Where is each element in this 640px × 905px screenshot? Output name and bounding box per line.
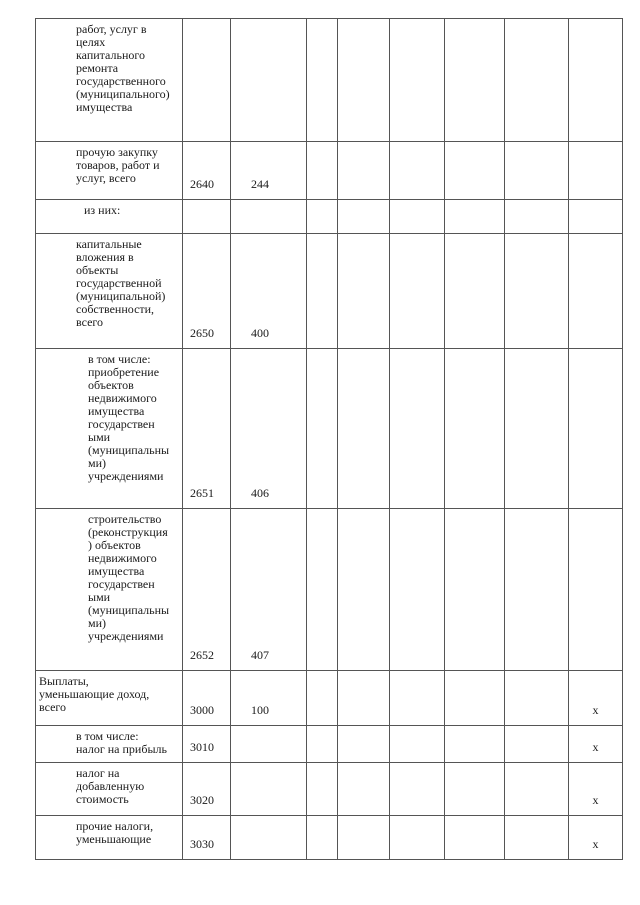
row-name-cell [36, 726, 183, 763]
empty-value-cell [390, 763, 445, 816]
row-kosgu: 244 [251, 177, 269, 191]
row-code-cell [183, 816, 231, 860]
row-x-mark [569, 191, 622, 199]
row-kosgu: 100 [251, 703, 269, 717]
empty-value-cell [390, 200, 445, 234]
row-code-cell [183, 763, 231, 816]
empty-value-cell [445, 816, 505, 860]
empty-value-cell [505, 509, 569, 671]
row-name-cell [36, 509, 183, 671]
empty-value-cell [505, 234, 569, 349]
row-kosgu: 400 [251, 326, 269, 340]
table-row [36, 671, 623, 726]
row-kosgu-cell [231, 816, 307, 860]
table-row [36, 349, 623, 509]
row-x-cell [569, 763, 623, 816]
row-code [183, 225, 230, 229]
row-code-cell [183, 234, 231, 349]
empty-value-cell [307, 19, 338, 142]
empty-value-cell [338, 349, 390, 509]
empty-value-cell [390, 671, 445, 726]
empty-value-cell [445, 200, 505, 234]
row-code-cell [183, 349, 231, 509]
empty-value-cell [505, 349, 569, 509]
row-code: 2650 [190, 326, 214, 340]
empty-value-cell [505, 763, 569, 816]
row-name-cell [36, 816, 183, 860]
empty-value-cell [338, 671, 390, 726]
table-row [36, 19, 623, 142]
row-kosgu-cell [231, 509, 307, 671]
empty-value-cell [338, 763, 390, 816]
row-x-mark: x [592, 793, 599, 807]
empty-value-cell [307, 200, 338, 234]
row-x-cell [569, 509, 623, 671]
row-kosgu [231, 133, 306, 137]
empty-value-cell [338, 200, 390, 234]
row-kosgu-cell [231, 763, 307, 816]
row-code: 3030 [190, 837, 214, 851]
table-row [36, 763, 623, 816]
row-kosgu-cell [231, 200, 307, 234]
row-code: 3010 [190, 740, 214, 754]
row-code-cell [183, 509, 231, 671]
empty-value-cell [445, 509, 505, 671]
row-name-cell [36, 19, 183, 142]
empty-value-cell [307, 349, 338, 509]
row-code-cell [183, 671, 231, 726]
row-kosgu-cell [231, 671, 307, 726]
empty-value-cell [505, 671, 569, 726]
row-name-cell [36, 671, 183, 726]
empty-value-cell [445, 142, 505, 200]
empty-value-cell [505, 19, 569, 142]
empty-value-cell [505, 142, 569, 200]
table-row [36, 509, 623, 671]
financial-plan-table [35, 18, 623, 860]
empty-value-cell [445, 349, 505, 509]
row-x-mark [569, 662, 622, 670]
empty-value-cell [307, 234, 338, 349]
row-x-mark [569, 500, 622, 508]
row-name: работ, услуг в целях капитального ремонта государственного (муниципального) имущества [76, 22, 170, 114]
empty-value-cell [390, 726, 445, 763]
empty-value-cell [338, 509, 390, 671]
row-code-cell [183, 726, 231, 763]
row-kosgu-cell [231, 349, 307, 509]
row-x-cell [569, 726, 623, 763]
empty-value-cell [338, 142, 390, 200]
empty-value-cell [307, 763, 338, 816]
table-row [36, 726, 623, 763]
empty-value-cell [445, 726, 505, 763]
empty-value-cell [390, 234, 445, 349]
row-name-cell [36, 142, 183, 200]
empty-value-cell [445, 763, 505, 816]
empty-value-cell [307, 816, 338, 860]
row-x-mark: x [592, 703, 599, 717]
row-x-mark [569, 225, 622, 233]
row-kosgu-cell [231, 234, 307, 349]
row-x-cell [569, 816, 623, 860]
row-name: строительство (реконструкция ) объектов недвижимого имущества государствен ыми (муниципальны ми) учреждениями [88, 512, 170, 643]
row-name: в том числе: налог на прибыль [76, 729, 167, 756]
empty-value-cell [338, 234, 390, 349]
row-name-cell [36, 349, 183, 509]
row-x-mark [569, 340, 622, 348]
row-code-cell [183, 19, 231, 142]
row-x-mark: x [592, 837, 599, 851]
empty-value-cell [307, 726, 338, 763]
row-x-cell [569, 19, 623, 142]
empty-value-cell [445, 671, 505, 726]
row-kosgu-cell [231, 19, 307, 142]
row-x-mark [569, 133, 622, 141]
table-row [36, 816, 623, 860]
row-name: в том числе: приобретение объектов недвижимого имущества государствен ыми (муниципальны ми) учреждениями [88, 352, 170, 483]
empty-value-cell [390, 19, 445, 142]
row-code: 3020 [190, 793, 214, 807]
row-x-mark: x [592, 740, 599, 754]
empty-value-cell [390, 509, 445, 671]
empty-value-cell [338, 726, 390, 763]
empty-value-cell [445, 234, 505, 349]
empty-value-cell [505, 726, 569, 763]
row-name: из них: [84, 203, 121, 217]
empty-value-cell [390, 142, 445, 200]
row-name: прочую закупку товаров, работ и услуг, всего [76, 145, 160, 185]
empty-value-cell [338, 816, 390, 860]
row-name: прочие налоги, уменьшающие [76, 819, 154, 846]
empty-value-cell [338, 19, 390, 142]
row-name: капитальные вложения в объекты государственной (муниципальной) собственности, всего [76, 237, 166, 329]
row-x-cell [569, 349, 623, 509]
empty-value-cell [307, 509, 338, 671]
row-code [183, 133, 230, 137]
row-code: 2651 [190, 486, 214, 500]
table-row [36, 234, 623, 349]
row-name: Выплаты, уменьшающие доход, всего [39, 674, 150, 714]
empty-value-cell [445, 19, 505, 142]
empty-value-cell [390, 816, 445, 860]
row-name-cell [36, 234, 183, 349]
empty-value-cell [307, 671, 338, 726]
table-row [36, 200, 623, 234]
row-kosgu: 406 [251, 486, 269, 500]
empty-value-cell [390, 349, 445, 509]
row-kosgu-cell [231, 726, 307, 763]
row-code: 3000 [190, 703, 214, 717]
row-kosgu [231, 851, 306, 855]
row-kosgu-cell [231, 142, 307, 200]
table-row [36, 142, 623, 200]
row-x-cell [569, 671, 623, 726]
row-name: налог на добавленную стоимость [76, 766, 145, 806]
row-x-cell [569, 200, 623, 234]
row-code: 2652 [190, 648, 214, 662]
empty-value-cell [505, 200, 569, 234]
row-code-cell [183, 142, 231, 200]
row-name-cell [36, 763, 183, 816]
row-kosgu [231, 754, 306, 758]
row-code: 2640 [190, 177, 214, 191]
row-kosgu [231, 225, 306, 229]
row-name-cell [36, 200, 183, 234]
empty-value-cell [307, 142, 338, 200]
row-kosgu: 407 [251, 648, 269, 662]
row-kosgu [231, 807, 306, 811]
row-x-cell [569, 142, 623, 200]
row-code-cell [183, 200, 231, 234]
empty-value-cell [505, 816, 569, 860]
row-x-cell [569, 234, 623, 349]
